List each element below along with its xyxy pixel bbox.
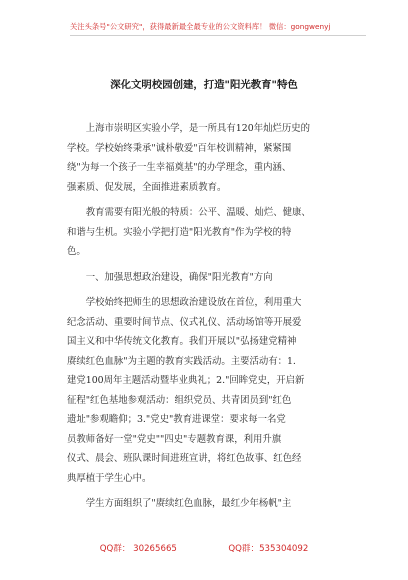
header-promo-text: 关注头条号"公文研究"，获得最新最全最专业的公文资料库！ 微信：gongwenyj (70, 22, 331, 31)
text-line: 一、加强思想政治建设，确保"阳光教育"方向 (85, 271, 273, 283)
text-line: 学校。学校始终秉承"诚朴敬爱"百年校训精神，紧紧围 (67, 142, 292, 154)
text-line: 纪念活动、重要时间节点、仪式礼仪、活动场馆等开展爱 (67, 316, 302, 328)
text-line: 国主义和中华传统文化教育。我们开展以"弘扬建党精神 (67, 336, 297, 347)
text-line: 色。 (67, 246, 86, 257)
paragraph-sunshine-traits (67, 203, 359, 262)
text-line: 赓续红色血脉"为主题的教育实践活动。主要活动有：1. (67, 355, 296, 367)
text-line: 强素质、促发展，全面推进素质教育。 (67, 181, 227, 193)
header-divider (70, 35, 366, 36)
text-line: 遗址"参观瞻仰；3."党史"教育进课堂：要求每一名党 (67, 414, 286, 425)
footer-qq-group-1: QQ群： 30265665 (99, 544, 177, 554)
text-line: 和谐与生机。实验小学把打造"阳光教育"作为学校的特 (67, 226, 292, 238)
text-line: 绕"为每一个孩子一生幸福奠基"的办学理念，重内涵、 (67, 162, 292, 173)
document-body (67, 119, 359, 514)
footer-qq-group-2: QQ群：535304092 (228, 544, 309, 554)
page-header (0, 22, 408, 38)
text-line: 征程"红色基地参观活动：组织党员、共青团员到"红色 (67, 394, 292, 406)
text-line: 学生方面组织了"赓续红色血脉，最红少年杨帆"主 (85, 498, 292, 509)
text-line: 员教师备好一堂"党史""四史"专题教育课，利用升旗 (67, 433, 282, 445)
section-heading-1 (67, 268, 359, 288)
text-line: 上海市崇明区实验小学，是一所具有120年灿烂历史的 (85, 123, 310, 134)
paragraph-student-activities (67, 494, 359, 514)
text-line: 典厚植于学生心中。 (67, 472, 152, 484)
document-title: 深化文明校园创建，打造"阳光教育"特色 (110, 79, 298, 91)
text-line: 学校始终把师生的思想政治建设放在首位，利用重大 (85, 297, 302, 308)
text-line: 建党100周年主题活动暨毕业典礼；2."回眸党史，开启新 (67, 375, 305, 386)
paragraph-political-education (67, 293, 359, 488)
paragraph-intro (67, 119, 359, 197)
text-line: 仪式、晨会、班队课时间进班宣讲，将红色故事、红色经 (67, 453, 302, 464)
page-footer (0, 542, 408, 554)
text-line: 教育需要有阳光般的特质：公平、温暖、灿烂、健康、 (85, 207, 311, 218)
